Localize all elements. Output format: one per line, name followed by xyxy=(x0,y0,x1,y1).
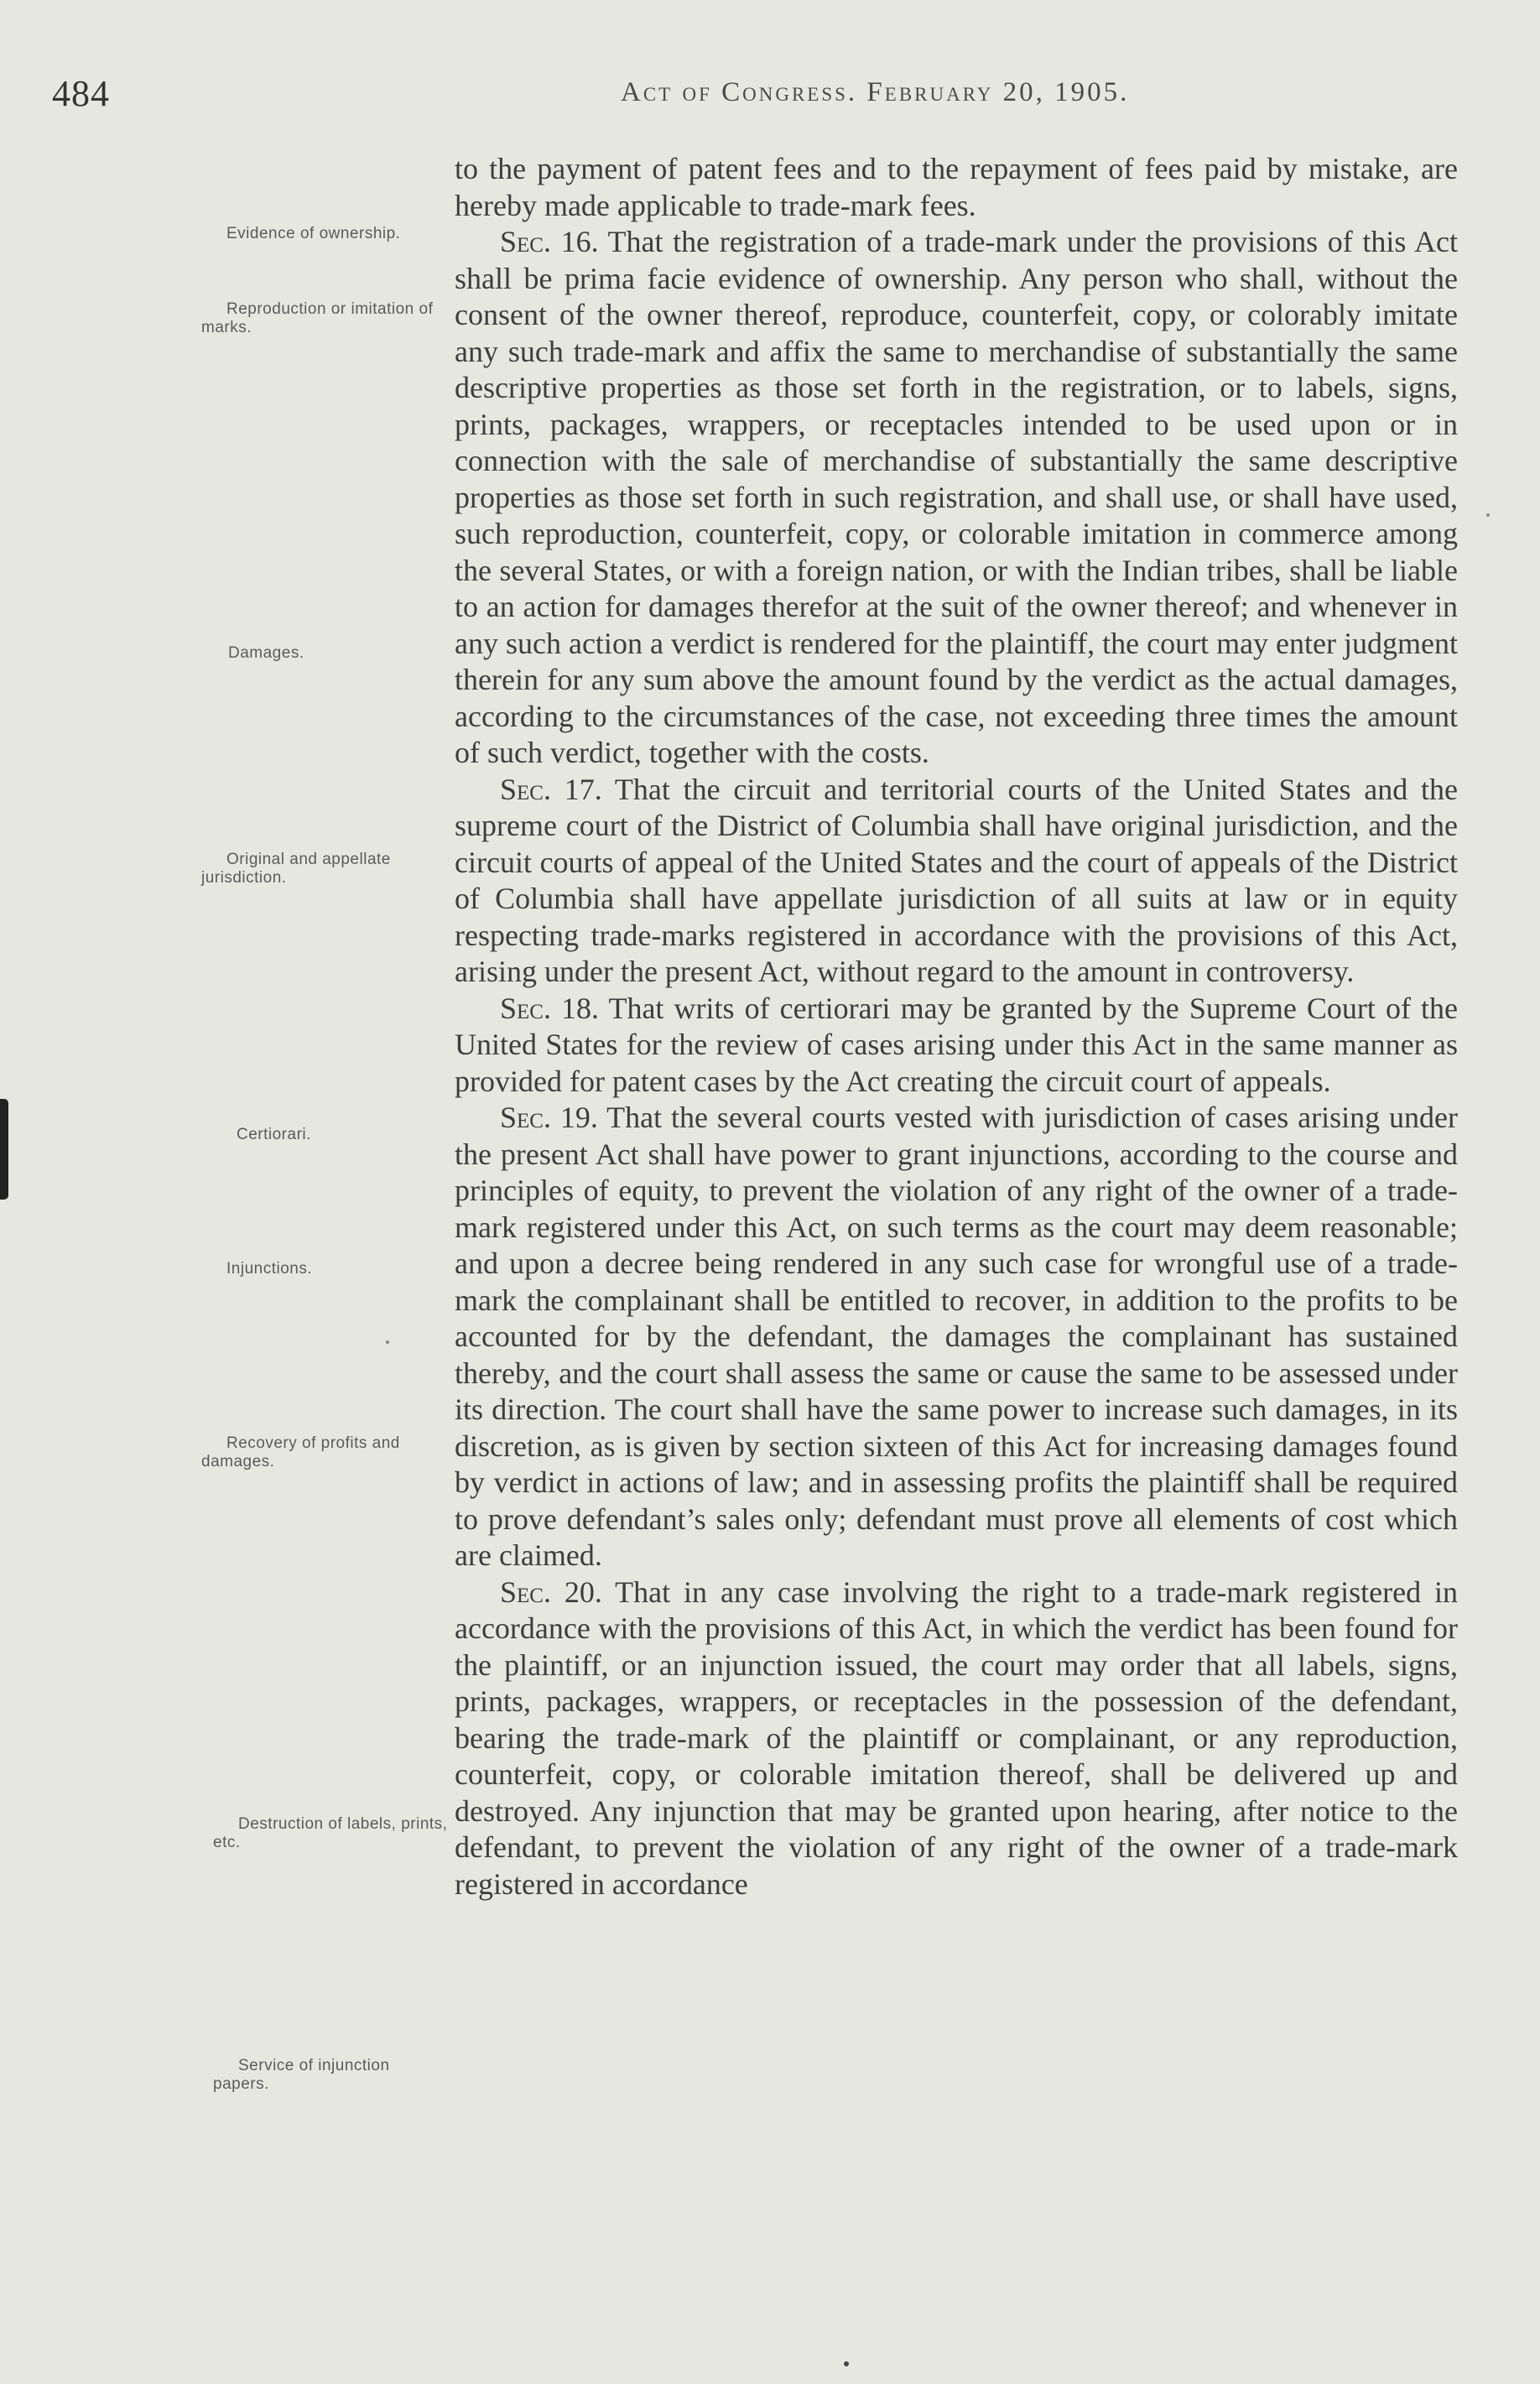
section-18-paragraph xyxy=(455,991,1458,1101)
page-edge-mark xyxy=(0,1099,8,1200)
scan-speck xyxy=(1486,513,1490,517)
section-16-paragraph xyxy=(455,224,1458,772)
scan-speck xyxy=(844,2361,849,2366)
margin-note-damages: Damages. xyxy=(228,644,304,662)
section-19-paragraph xyxy=(455,1100,1458,1575)
margin-note-injunctions: Injunctions. xyxy=(226,1260,313,1278)
section-20-label: Sec. 20. xyxy=(500,1575,602,1609)
margin-note-destruction-of-labels: Destruction of labels, prints, etc. xyxy=(213,1815,448,1851)
section-17-paragraph xyxy=(455,772,1458,991)
act-text-column xyxy=(455,151,1458,1903)
scan-speck xyxy=(386,1340,389,1344)
paragraph-continuation: to the payment of patent fees and to the repayment of fees paid by mistake, are hereby made applicable to trade-mark fees. xyxy=(455,152,1458,222)
section-16-label: Sec. 16. xyxy=(500,225,599,258)
section-18-label: Sec. 18. xyxy=(500,991,600,1025)
margin-note-jurisdiction: Original and appellate jurisdiction. xyxy=(201,851,391,887)
margin-note-service-of-injunction: Service of injunction papers. xyxy=(213,2057,390,2093)
section-20-paragraph xyxy=(455,1575,1458,1903)
margin-note-evidence-of-ownership: Evidence of ownership. xyxy=(226,225,401,242)
margin-note-reproduction-or-imitation: Reproduction or imitation of marks. xyxy=(201,300,434,336)
section-20-text: That in any case involving the right to a trade-mark registered in accordance with the provisions of this Act, in which the verdict has been found for the plaintiff, or an injunction issued, the court may order that all labels, signs, prints, packages, wrappers, or receptacles in the possession of the defendant, bearing the trade-mark of the plaintiff or complainant, or any reproduction, counterfeit, copy, or colorable imitation thereof, shall be delivered up and destroyed. Any injunction that may be granted upon hearing, after notice to the defendant, to prevent the violation of any right of the owner of a trade-mark registered in accordance xyxy=(455,1575,1458,1901)
section-19-label: Sec. 19. xyxy=(500,1101,598,1134)
margin-note-certiorari: Certiorari. xyxy=(237,1126,311,1143)
section-19-text: That the several courts vested with jurisdiction of cases arising under the present Act shall have power to grant injunctions, according to the course and principles of equity, to prevent the violation of any right of the owner of a trade-mark registered under this Act, on such terms as the court may deem reasonable; and upon a decree being rendered in any such case for wrongful use of a trade-mark the complainant shall be entitled to recover, in addition to the profits to be accounted for by the defendant, the damages the complainant has sustained thereby, and the court shall assess the same or cause the same to be assessed under its direction. The court shall have the same power to increase such damages, in its discretion, as is given by section sixteen of this Act for increasing damages found by verdict in actions of law; and in assessing profits the plaintiff shall be required to prove defendant’s sales only; defendant must prove all elements of cost which are claimed. xyxy=(455,1101,1459,1572)
section-18-text: That writs of certiorari may be granted by the Supreme Court of the United States for the review of cases arising under this Act in the same manner as provided for patent cases by the Act creating the circuit court of appeals. xyxy=(455,991,1459,1098)
page-number: 484 xyxy=(52,73,110,114)
section-17-text: That the circuit and territorial courts of the United States and the supreme court of the District of Columbia shall have original jurisdiction, and the circuit courts of appeal of the United States and the court of appeals of the District of Columbia shall have appellate jurisdiction of all suits at law or in equity respecting trade-marks registered in accordance with the provisions of this Act, arising under the present Act, without regard to the amount in controversy. xyxy=(455,772,1459,988)
running-head: Act of Congress. February 20, 1905. xyxy=(621,77,1130,107)
section-17-label: Sec. 17. xyxy=(500,772,602,806)
margin-note-recovery-of-profits: Recovery of profits and damages. xyxy=(201,1434,400,1470)
section-16-text: That the registration of a trade-mark under the provisions of this Act shall be prima facie evidence of ownership. Any person who shall, without the consent of the owner thereof, reproduce, counterfeit, copy, or colorably imitate any such trade-mark and affix the same to merchandise of substantially the same descriptive properties as those set forth in the registration, or to labels, signs, prints, packages, wrappers, or receptacles intended to be used upon or in connection with the sale of merchandise of substantially the same descriptive properties as those set forth in such registration, and shall use, or shall have used, such reproduction, counterfeit, copy, or colorable imitation in commerce among the several States, or with a foreign nation, or with the Indian tribes, shall be liable to an action for damages therefor at the suit of the owner thereof; and whenever in any such action a verdict is rendered for the plaintiff, the court may enter judgment therein for any sum above the amount found by the verdict as the actual damages, according to the circumstances of the case, not exceeding three times the amount of such verdict, together with the costs. xyxy=(455,225,1459,769)
